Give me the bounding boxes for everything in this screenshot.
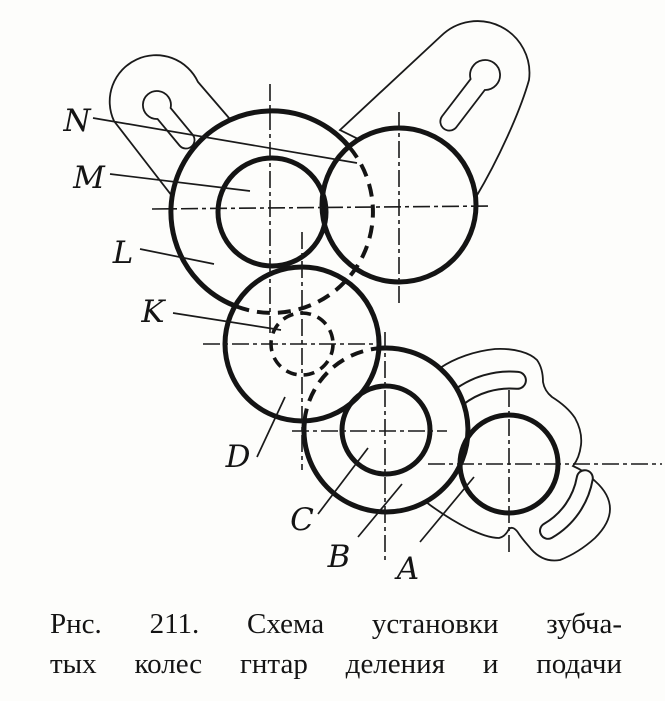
label-gear-A: A: [396, 551, 420, 587]
caption-line-1: Рнс. 211. Схема установки зубча-: [50, 608, 622, 640]
caption-line-2: тых колес гнтар деления и подачи: [50, 648, 622, 680]
label-gear-D: D: [225, 439, 251, 475]
label-gear-B: B: [327, 539, 351, 575]
label-gear-M: M: [73, 160, 105, 196]
label-gear-N: N: [63, 103, 91, 139]
label-gear-L: L: [112, 235, 134, 271]
figure-caption: [50, 604, 622, 684]
label-gear-K: K: [141, 294, 165, 330]
label-gear-C: C: [290, 502, 314, 538]
